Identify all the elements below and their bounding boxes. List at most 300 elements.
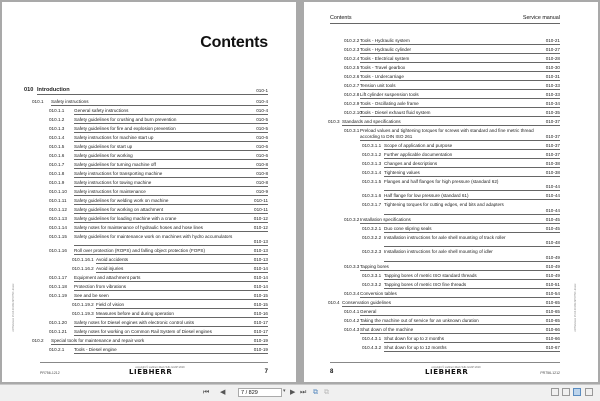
two-page-continuous-view-icon[interactable] — [585, 388, 593, 396]
toc-entry-page: 010-8 — [256, 170, 268, 176]
toc-entry-title: Safety notes for maintenance of hydraulic hoses and hose lines — [74, 224, 203, 230]
toc-entry-title: Protection from vibrations — [74, 284, 127, 289]
toc-entry[interactable] — [2, 266, 296, 274]
toc-entry[interactable] — [2, 135, 296, 143]
toc-entry[interactable] — [304, 56, 598, 64]
toc-entry[interactable] — [304, 92, 598, 100]
toc-entry-number: 010.4.3.2 — [362, 344, 382, 350]
toc-entry-number: 010.1.19.2 — [72, 302, 94, 307]
toc-entry-number: 010.2.10 — [344, 110, 362, 115]
toc-entry-title: General safety instructions — [74, 107, 129, 113]
toc-entry[interactable] — [2, 347, 296, 355]
header-right: Service manual — [522, 15, 560, 21]
toc-entry[interactable] — [2, 338, 296, 346]
toc-entry[interactable] — [304, 38, 598, 46]
toc-entry-title: Safety guidelines for working — [74, 152, 133, 158]
toc-entry-page: 010-21 — [545, 38, 560, 43]
toc-entry[interactable] — [304, 345, 598, 353]
toc-entry-title: Tightening values — [384, 169, 420, 175]
toc-underline — [37, 94, 268, 95]
toc-entry-title: Safety guidelines for turning machine off — [74, 161, 156, 167]
toc-entry[interactable] — [304, 143, 598, 151]
toc-entry[interactable] — [304, 65, 598, 73]
toc-entry-number: 010.3.3.1 — [362, 272, 382, 278]
toc-entry-page: 010-65 — [545, 308, 560, 314]
toc-entry-page: 010-6 — [256, 143, 268, 149]
toc-entry[interactable] — [304, 170, 598, 178]
toc-entry-title: Safety guidelines for fire and explosion prevention — [74, 125, 176, 131]
toc-entry[interactable] — [304, 235, 598, 248]
toc-entry-number: 010.2.1 — [49, 347, 65, 352]
toc-entry-page: 010-51 — [545, 281, 560, 287]
toc-entry-title: Tools - Diesel exhaust fluid system — [360, 110, 431, 115]
toc-entry-title: Safety guidelines for maintenance work on machines with hydro accumulators — [74, 233, 233, 239]
toc-entry-page: 010-66 — [545, 326, 560, 332]
toc-entry[interactable] — [304, 217, 598, 225]
toc-underline — [74, 195, 268, 196]
continuous-view-icon[interactable] — [562, 388, 570, 396]
header-divider — [330, 23, 560, 24]
toc-entry-page: 010-65 — [545, 317, 560, 323]
toc-entry-page: 010-14 — [253, 284, 268, 289]
toc-entry-page: 010-66 — [545, 335, 560, 341]
toc-entry-page: 010-33 — [545, 92, 560, 97]
toc-entry[interactable] — [304, 128, 598, 141]
toc-underline — [74, 204, 268, 205]
toc-underline — [96, 263, 268, 264]
toc-entry-page: 010-15 — [253, 302, 268, 307]
toc-entry-number: 010.1.12 — [49, 206, 67, 212]
toc-entry-title: Tools - Oscillating axle frame — [360, 101, 419, 106]
toc-entry-page: 010-54 — [545, 290, 560, 296]
toc-entry-page: 010-13 — [253, 257, 268, 262]
toc-underline — [384, 149, 560, 150]
toc-underline — [384, 167, 560, 168]
toc-entry[interactable] — [2, 99, 296, 107]
toc-entry-title: Flanges and half flanges for high pressure (standard 62) — [384, 178, 499, 184]
toc-underline — [360, 315, 560, 316]
toc-entry[interactable] — [304, 249, 598, 262]
toc-entry[interactable] — [304, 264, 598, 272]
toc-entry[interactable] — [2, 153, 296, 161]
toc-entry-page: 010-65 — [545, 299, 560, 305]
toc-entry-number: 010.4.3 — [344, 326, 360, 332]
toc-entry[interactable] — [2, 284, 296, 292]
toc-underline — [384, 214, 560, 215]
toc-entry-number: 010.1.4 — [49, 134, 65, 140]
toc-underline — [96, 308, 268, 309]
toc-entry[interactable] — [304, 300, 598, 308]
toc-entry-title: Safety guidelines for loading machine with a crane — [74, 215, 177, 221]
toc-entry-title: Safety instructions for machine start up — [74, 134, 154, 140]
toc-entry-title: Safety guidelines for working on attachment — [74, 206, 164, 212]
toc-entry[interactable] — [304, 336, 598, 344]
toc-entry[interactable] — [2, 207, 296, 215]
toc-entry-title: Equipment and attachment parts — [74, 275, 141, 280]
toc-entry[interactable] — [304, 74, 598, 82]
toc-entry[interactable] — [2, 198, 296, 206]
toc-underline — [74, 254, 268, 255]
toc-underline — [96, 317, 268, 318]
toc-entry-page: 010-44 — [545, 207, 560, 213]
toc-underline — [74, 141, 268, 142]
toc-entry-number: 010.1 — [32, 98, 44, 104]
toc-entry-number: 010.2.2 — [344, 38, 360, 43]
toc-entry-number: 010.2.5 — [344, 65, 360, 70]
toc-entry[interactable] — [304, 161, 598, 169]
toc-entry[interactable] — [304, 119, 598, 127]
next-page-icon[interactable]: ▶ — [290, 389, 296, 396]
copy-icon[interactable]: ⧉ — [313, 389, 318, 396]
toc-entry-title: Conversion tables — [360, 290, 397, 296]
toc-entry-number: 010.4.2 — [344, 317, 360, 323]
toc-entry-number: 010.3.3 — [344, 263, 360, 269]
toc-underline — [360, 44, 560, 45]
toc-entry-page: 010-14 — [253, 266, 268, 271]
copy-disabled-icon[interactable]: ⧉ — [324, 389, 329, 396]
toc-entry-title: Changes and descriptions — [384, 160, 438, 166]
viewer-toolbar — [0, 384, 600, 401]
header-left: Contents — [330, 15, 352, 21]
toc-entry-title: Half flange for low pressure (standard 61) — [384, 193, 469, 198]
toc-entry-title: Introduction — [37, 87, 70, 93]
toc-entry-number: 010.1.13 — [49, 215, 67, 221]
toc-entry-title: See and be seen — [74, 293, 109, 298]
toc-entry-title: Tightening torques for cutting edges, end bits and adapters — [384, 202, 504, 207]
toc-entry-title: Field of vision — [96, 302, 125, 307]
toc-entry-title: Standards and specifications — [342, 119, 401, 124]
toc-entry[interactable] — [304, 282, 598, 290]
last-page-icon[interactable]: ⏭ — [300, 389, 307, 396]
toc-entry[interactable] — [2, 275, 296, 283]
toc-entry-page: 010-38 — [545, 160, 560, 166]
toc-entry-number: 010.1.5 — [49, 143, 65, 149]
toc-entry-number: 010.2.7 — [344, 83, 360, 88]
page-number: 7 — [264, 369, 268, 375]
toc-entry-number: 010.3.1.2 — [362, 151, 382, 157]
brand-logo: LIEBHERR — [129, 368, 173, 376]
toc-underline — [360, 297, 560, 298]
toc-entry-title: Tools - Undercarriage — [360, 74, 404, 79]
side-text: LWT/Version 15.04.2019/EN/PR756 Litronic — [574, 283, 577, 332]
toc-entry-number: 010.3.1.4 — [362, 169, 382, 175]
toc-entry[interactable] — [304, 179, 598, 192]
toc-underline — [360, 71, 560, 72]
toc-entry-title: Safety instructions for transporting machine — [74, 170, 163, 176]
toc-entry-number: 010.3.2.1 — [362, 225, 382, 231]
toc-entry-title: Safety instructions — [51, 98, 89, 104]
page-dropdown-icon[interactable]: ▾ — [283, 388, 286, 394]
toc-entry-page: 010-8 — [256, 179, 268, 185]
toc-underline — [360, 107, 560, 108]
toc-underline — [360, 53, 560, 54]
toc-entry-page: 010-17 — [253, 329, 268, 334]
toc-entry-title: Installation instructions for axle shell mounting of track roller — [384, 234, 506, 240]
toc-entry[interactable] — [2, 171, 296, 179]
toc-entry-title: Roll over protection (ROPS) and falling object protection (FOPS) — [74, 248, 205, 253]
toc-entry-title: Lift cylinder suspension tools — [360, 92, 419, 97]
two-page-view-icon[interactable] — [573, 388, 581, 396]
toc-entry[interactable] — [304, 318, 598, 326]
toc-entry[interactable] — [2, 144, 296, 152]
toc-entry-page: 010-6 — [256, 134, 268, 140]
toc-entry-number: 010.3.1.1 — [362, 142, 382, 148]
toc-entry[interactable] — [2, 162, 296, 170]
toc-entry[interactable] — [304, 291, 598, 299]
side-text: LWT/Version 15.04.2019/EN/PR756 Litronic — [12, 283, 15, 332]
toc-entry-title: Safety instructions for maintenance — [74, 188, 146, 194]
toc-underline — [74, 353, 268, 354]
toc-entry-page: 010-34 — [545, 101, 560, 106]
toc-entry-number: 010.4.3.1 — [362, 335, 382, 341]
toc-entry-number: 010.1.16 — [49, 248, 67, 253]
toc-entry[interactable] — [2, 329, 296, 337]
toc-underline — [74, 245, 268, 246]
toc-entry-page: 010-6 — [256, 152, 268, 158]
prev-page-icon[interactable]: ◀ — [220, 389, 226, 396]
toc-entry-title: Safety guidelines for crushing and burn prevention — [74, 116, 177, 122]
toc-entry-page: 010-49 — [545, 263, 560, 269]
toc-entry-number: 010.1.1 — [49, 107, 65, 113]
toc-entry-page: 010-67 — [545, 344, 560, 350]
toc-entry-page: 010-30 — [545, 65, 560, 70]
toc-entry-page: 010-49 — [545, 254, 560, 260]
toc-entry[interactable] — [2, 189, 296, 197]
toc-entry[interactable] — [304, 83, 598, 91]
toc-underline — [360, 62, 560, 63]
toc-entry[interactable] — [2, 180, 296, 188]
toc-entry-title: Tension unit tools — [360, 83, 396, 88]
toc-entry[interactable] — [304, 47, 598, 55]
toc-entry[interactable] — [304, 152, 598, 160]
brand-logo: LIEBHERR — [425, 368, 469, 376]
toc-entry-title: Measures before and during operation — [96, 311, 174, 316]
toc-entry-page: 010-11 — [254, 197, 268, 203]
toc-entry[interactable] — [2, 126, 296, 134]
toc-entry[interactable] — [304, 193, 598, 201]
toc-entry-title: Safety instructions for towing machine — [74, 179, 152, 185]
toc-entry-number: 010.3.1.5 — [362, 178, 382, 184]
toc-entry-title: Tapping bores of metric ISO standard threads — [384, 272, 477, 278]
toc-entry[interactable] — [2, 108, 296, 116]
toc-entry-page: 010-17 — [253, 320, 268, 325]
toc-entry-page: 010-31 — [545, 74, 560, 79]
toc-entry-page: 010-14 — [253, 275, 268, 280]
toc-entry-title: Tapping bores of metric ISO fine threads — [384, 281, 467, 287]
toc-underline — [74, 123, 268, 124]
toc-underline — [360, 98, 560, 99]
toc-entry-title: Shut down for up to 12 months — [384, 344, 447, 350]
toc-entry[interactable] — [2, 216, 296, 224]
toc-entry-number: 010.1.20 — [49, 320, 67, 325]
toc-underline — [74, 213, 268, 214]
toc-entry-number: 010.2.3 — [344, 47, 360, 52]
toc-underline — [74, 222, 268, 223]
toc-underline — [74, 290, 268, 291]
toc-entry[interactable] — [2, 225, 296, 233]
toc-underline — [360, 223, 560, 224]
toc-entry-page: 010-37 — [545, 119, 560, 124]
toc-entry-number: 010.3.2.2 — [362, 234, 382, 240]
toc-entry-title: Tapping bores — [360, 263, 389, 269]
toc-entry[interactable] — [304, 273, 598, 281]
toc-entry-number: 010.1.15 — [49, 233, 67, 239]
toc-entry-number: 010.2.9 — [344, 101, 360, 106]
toc-entry-page: 010-19 — [253, 347, 268, 352]
toc-entry[interactable] — [304, 309, 598, 317]
toc-entry-title: Tools - Hydraulic cylinder — [360, 47, 412, 52]
toc-entry-number: 010.2.4 — [344, 56, 360, 61]
page-number: 8 — [330, 369, 334, 375]
toc-entry-title: Safety notes for working on Common Rail System of Diesel engines — [74, 329, 212, 334]
toc-entry-number: 010.3.1.3 — [362, 160, 382, 166]
toc-entry-number: 010.1.2 — [49, 116, 65, 122]
toc-entry[interactable] — [304, 101, 598, 109]
toc-entry-number: 010.2.6 — [344, 74, 360, 79]
toc-underline — [74, 186, 268, 187]
toc-entry[interactable] — [2, 234, 296, 247]
toc-entry-title: Preload values and tightening torques for screws with standard and fine metric thread according to DIN ISO 261 — [360, 128, 534, 139]
toc-entry-number: 010.1.16.2 — [72, 266, 94, 271]
toc-entry-page: 010-49 — [545, 272, 560, 278]
toc-entry-number: 010.1.14 — [49, 224, 67, 230]
copyright: copyright © Liebherr-Werk Telfs GmbH 2019 — [431, 366, 481, 369]
toc-entry[interactable] — [2, 88, 296, 96]
toc-entry-number: 010.2.8 — [344, 92, 360, 97]
toc-underline — [74, 168, 268, 169]
toc-entry-number: 010 — [24, 87, 34, 93]
toc-underline — [384, 176, 560, 177]
toc-entry-number: 010.1.9 — [49, 179, 65, 185]
toc-underline — [51, 105, 268, 106]
toc-underline — [74, 114, 268, 115]
toc-entry[interactable] — [304, 110, 598, 118]
toc-entry-number: 010.3.1.6 — [362, 193, 382, 198]
first-page-icon[interactable]: ⏮ — [203, 389, 210, 396]
toc-entry-title: Special tools for maintenance and repair work — [51, 338, 145, 343]
toc-entry-page: 010-38 — [545, 169, 560, 175]
toc-entry[interactable] — [304, 226, 598, 234]
toc-entry-title: Safety guidelines for start up — [74, 143, 133, 149]
toc-underline — [384, 288, 560, 289]
toc-underline — [360, 333, 560, 334]
toc-underline — [384, 232, 560, 233]
toc-underline — [96, 272, 268, 273]
toc-underline — [384, 190, 560, 191]
toc-entry-title: Tools - Travel gearbox — [360, 65, 406, 70]
toc-underline — [384, 261, 560, 262]
toc-underline — [360, 140, 560, 141]
toc-underline — [342, 125, 560, 126]
toc-entry-number: 010.3.4 — [344, 290, 360, 296]
toc-entry-title: Safety guidelines for welding work on machine — [74, 197, 169, 203]
toc-entry-number: 010.3.2.3 — [362, 249, 382, 254]
toc-entry-number: 010.1.18 — [49, 284, 67, 289]
toc-entry-page: 010-35 — [545, 110, 560, 115]
toc-entry-page: 010-4 — [256, 98, 268, 104]
toc-underline — [74, 231, 268, 232]
footer-divider — [40, 362, 268, 363]
toc-underline — [384, 246, 560, 247]
toc-entry-number: 010.1.19 — [49, 293, 67, 298]
toc-entry[interactable] — [304, 202, 598, 215]
toc-entry-title: Installation specifications — [360, 216, 411, 222]
toc-entry-page: 010-33 — [545, 83, 560, 88]
toc-entry-page: 010-5 — [256, 116, 268, 122]
toc-entry-page: 010-37 — [545, 151, 560, 157]
toc-entry-number: 010.1.10 — [49, 188, 67, 194]
toc-entry[interactable] — [2, 311, 296, 319]
toc-entry-page: 010-1 — [256, 88, 268, 93]
toc-entry[interactable] — [304, 327, 598, 335]
toc-entry-page: 010-45 — [545, 216, 560, 222]
toc-entry-page: 010-44 — [545, 184, 560, 189]
toc-entry[interactable] — [2, 117, 296, 125]
single-page-view-icon[interactable] — [551, 388, 559, 396]
contents-title: Contents — [200, 34, 268, 51]
toc-entry-title: Tools - Hydraulic system — [360, 38, 410, 43]
toc-entry-title: Avoid injuries — [96, 266, 124, 271]
toc-underline — [74, 326, 268, 327]
toc-entry[interactable] — [2, 320, 296, 328]
toc-entry-number: 010.1.19.3 — [72, 311, 94, 316]
toc-entry[interactable] — [2, 257, 296, 265]
doc-id: PR756-1212 — [40, 371, 60, 375]
toc-entry-number: 010.3 — [328, 119, 340, 124]
right-page — [304, 2, 598, 382]
toc-entry-page: 010-4 — [256, 107, 268, 113]
toc-entry[interactable] — [2, 293, 296, 301]
toc-underline — [360, 116, 560, 117]
toc-entry-page: 010-37 — [545, 133, 560, 139]
left-page — [2, 2, 296, 382]
toc-entry-number: 010.1.17 — [49, 275, 67, 280]
toc-entry[interactable] — [2, 302, 296, 310]
toc-entry-number: 010.3.3.2 — [362, 281, 382, 287]
toc-entry-title: Tools - Electrical system — [360, 56, 410, 61]
toc-underline — [384, 342, 560, 343]
page-number-input[interactable]: 7 / 829 — [238, 388, 282, 397]
toc-entry-number: 010.3.1.7 — [362, 202, 382, 207]
toc-entry-number: 010.1.6 — [49, 152, 65, 158]
toc-entry-title: Scope of application and purpose — [384, 142, 453, 148]
toc-entry-number: 010.4 — [328, 299, 340, 305]
toc-underline — [384, 199, 560, 200]
toc-underline — [74, 335, 268, 336]
toc-entry-page: 010-9 — [256, 188, 268, 194]
toc-entry-number: 010.1.21 — [49, 329, 67, 334]
doc-id: PR756-1212 — [540, 371, 560, 375]
toc-underline — [360, 80, 560, 81]
toc-entry-page: 010-15 — [253, 293, 268, 298]
toc-entry-title: Conservation guidelines — [342, 299, 392, 305]
toc-entry-page: 010-11 — [254, 206, 268, 212]
toc-entry-number: 010.1.3 — [49, 125, 65, 131]
toc-underline — [360, 270, 560, 271]
toc-entry-number: 010.1.11 — [49, 197, 67, 203]
toc-entry-title: Tools - Diesel engine — [74, 347, 117, 352]
footer-divider — [330, 362, 560, 363]
toc-underline — [74, 132, 268, 133]
toc-entry-title: Installation instructions for axle shell mounting of idler — [384, 249, 493, 254]
toc-entry[interactable] — [2, 248, 296, 256]
toc-entry-number: 010.1.16.1 — [72, 257, 94, 262]
toc-entry-page: 010-48 — [545, 240, 560, 245]
toc-entry-title: Shut down of the machine — [360, 326, 414, 332]
toc-underline — [384, 351, 560, 352]
toc-entry-page: 010-12 — [253, 224, 268, 230]
toc-entry-title: Shut down for up to 2 months — [384, 335, 445, 341]
